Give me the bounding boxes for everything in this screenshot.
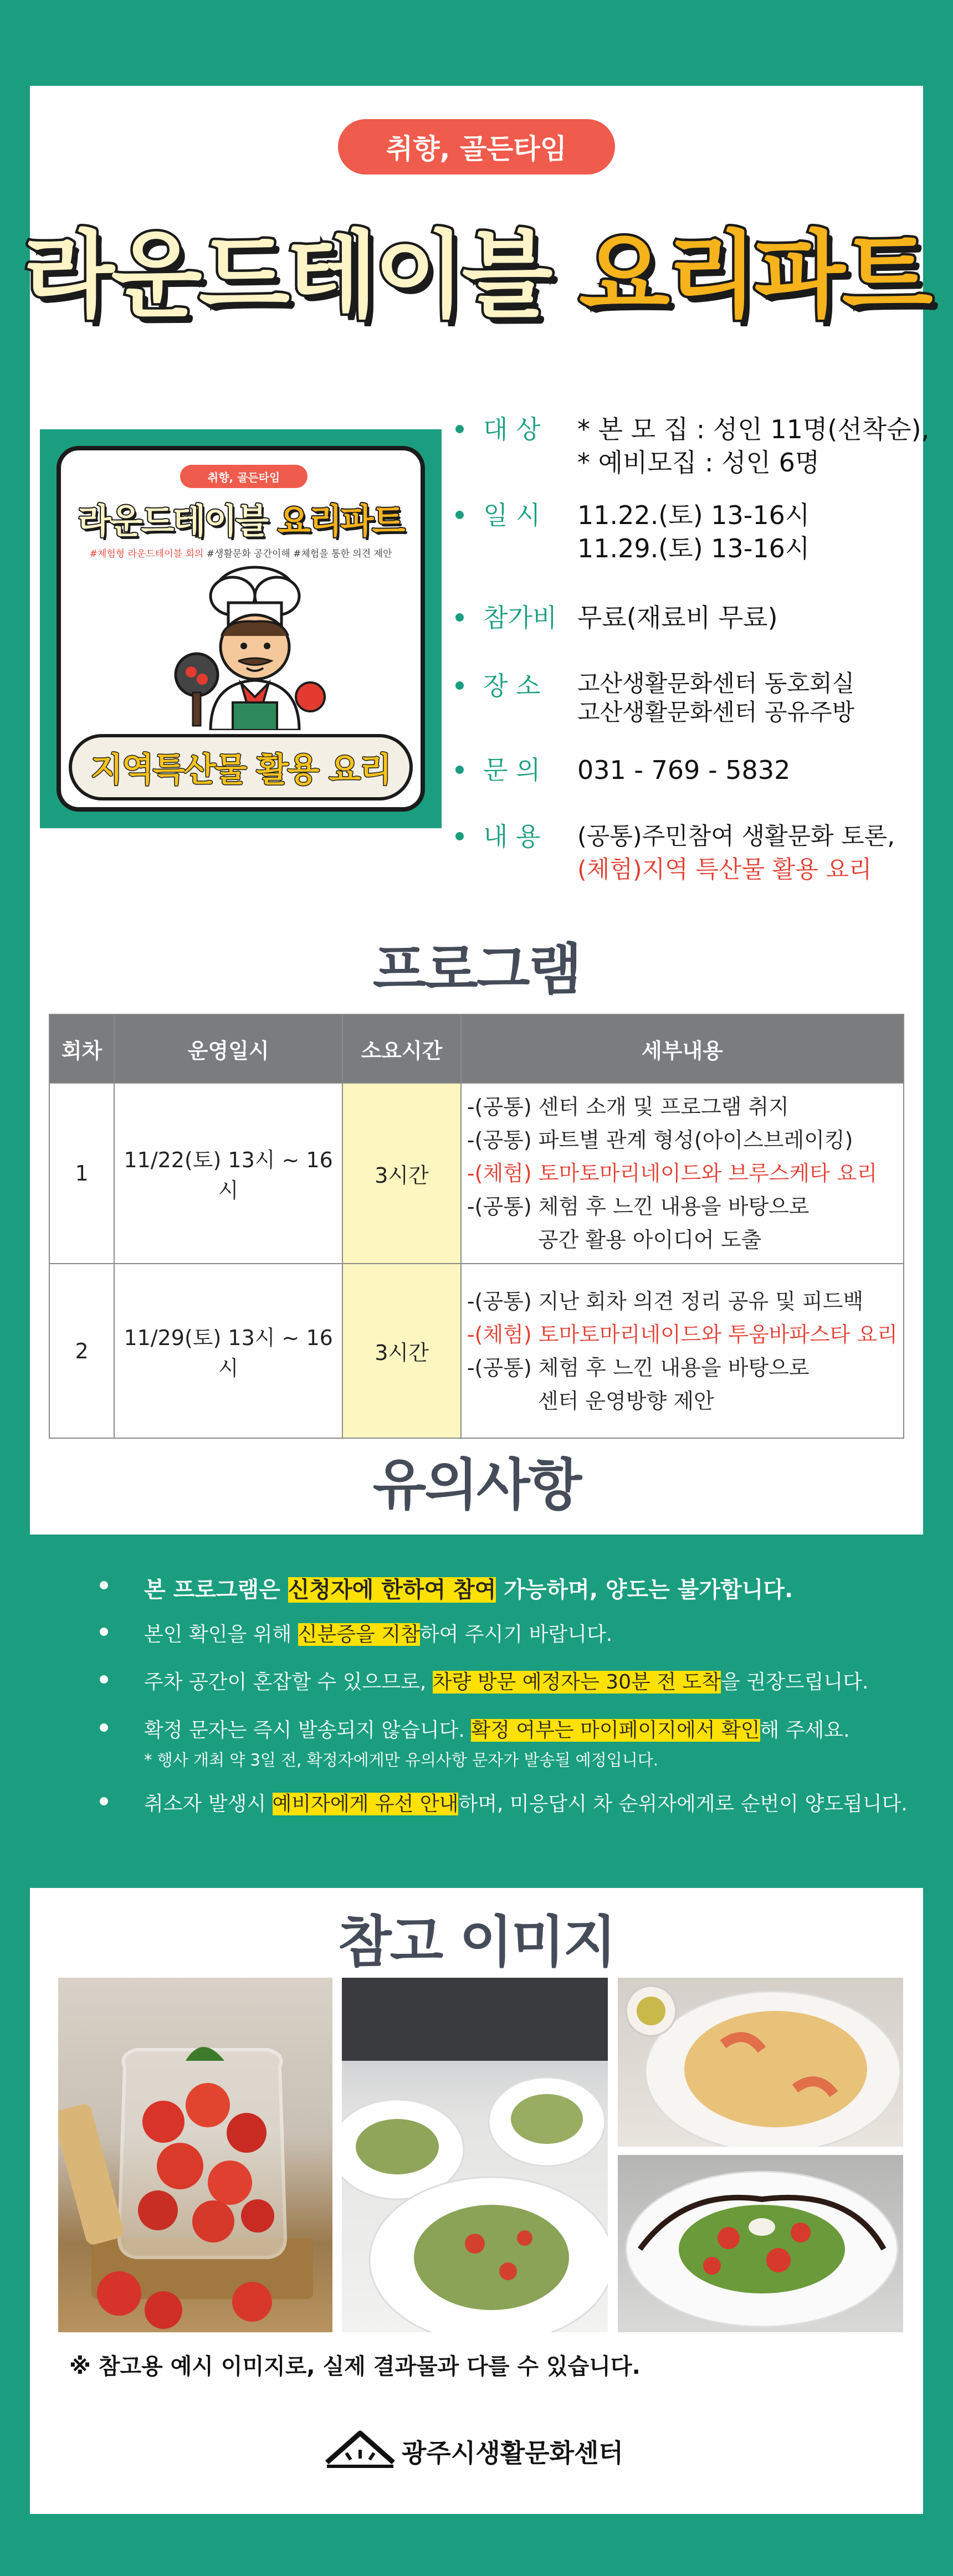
detail-line: -(공통) 체험 후 느낀 내용을 바탕으로: [467, 1355, 809, 1380]
notice-text: 하며, 미응답시 차 순위자에게로 순번이 양도됩니다.: [458, 1793, 908, 1815]
pesto-pasta-image: [342, 1978, 608, 2332]
session-datetime: 11/22(토) 13시 ~ 16시: [114, 1083, 342, 1264]
footer-org-name: 광주시생활문화센터: [402, 2438, 623, 2468]
session-number: 1: [49, 1083, 114, 1264]
table-header-row: [49, 1014, 904, 1083]
bullet-icon: [455, 832, 464, 840]
info-value: [577, 669, 854, 727]
arugula-salad-image: [618, 2155, 903, 2332]
poster-tag-2: #생활문화 공간이해 #체험을 통한 의견 제안: [206, 548, 392, 560]
column-header: 세부내용: [461, 1014, 904, 1083]
bullet-icon: [455, 425, 464, 433]
title-part2: 요리파트: [578, 221, 930, 331]
chef-illustration: [144, 564, 344, 730]
info-label: 대 상: [483, 414, 541, 444]
reference-title: 참고 이미지: [338, 1910, 615, 1974]
bullet-icon: [455, 613, 464, 622]
session-hours: 3시간: [342, 1083, 461, 1264]
info-line: (체험)지역 특산물 활용 요리: [577, 856, 872, 884]
notice-text: 본인 확인을 위해: [144, 1623, 298, 1646]
notice-text: 취소자 발생시: [144, 1793, 273, 1815]
center-logo-icon: [324, 2426, 396, 2471]
poster-title-part1: 라운드테이블: [78, 501, 268, 541]
notice-text: 주차 공간이 혼잡할 수 있으므로,: [144, 1671, 433, 1694]
table-row: [49, 1083, 904, 1264]
reference-caption: ※ 참고용 예시 이미지로, 실제 결과물과 다를 수 있습니다.: [69, 2354, 641, 2379]
info-line: * 예비모집 : 성인 6명: [577, 448, 820, 478]
info-line: 031 - 769 - 5832: [577, 755, 791, 785]
session-hours: 3시간: [342, 1264, 461, 1438]
info-line: 고산생활문화센터 공유주방: [577, 699, 855, 726]
info-line: 무료(재료비 무료): [577, 603, 778, 633]
notice-text: 하여 주시기 바랍니다.: [419, 1623, 613, 1646]
bullet-icon: [100, 1797, 108, 1805]
marinated-tomato-image: [58, 1978, 332, 2332]
salad-illustration: [618, 2155, 903, 2332]
detail-line: 센터 운영방향 제안: [537, 1388, 714, 1413]
table-row: [49, 1264, 904, 1438]
jar-illustration: [58, 1978, 332, 2332]
info-label: 일 시: [483, 500, 541, 530]
notice-text: 가능하며, 양도는 불가합니다.: [496, 1577, 793, 1603]
pasta-illustration: [342, 1978, 608, 2332]
footer-logo: [324, 2426, 634, 2471]
detail-line: -(공통) 체험 후 느낀 내용을 바탕으로: [467, 1194, 809, 1219]
bullet-icon: [100, 1675, 108, 1684]
info-value: [577, 753, 790, 787]
poster-banner: 지역특산물 활용 요리: [69, 734, 413, 800]
bullet-icon: [100, 1628, 108, 1636]
notice-text: 확정 문자는 즉시 발송되지 않습니다.: [144, 1719, 472, 1742]
info-label: 문 의: [483, 755, 541, 785]
info-line: 고산생활문화센터 동호회실: [577, 670, 855, 697]
header-badge: 취향, 골든타임: [338, 119, 615, 175]
bullet-icon: [455, 511, 464, 519]
column-header: 운영일시: [114, 1014, 342, 1083]
notice-subnote: * 행사 개최 약 3일 전, 확정자에게만 유의사항 문자가 발송될 예정입니다.: [144, 1751, 658, 1769]
shrimp-pasta-image: [618, 1978, 903, 2147]
program-table: [49, 1014, 904, 1439]
detail-line: 공간 활용 아이디어 도출: [537, 1228, 762, 1252]
info-value: [577, 601, 778, 634]
info-value: [577, 413, 929, 479]
detail-line: -(공통) 지난 회차 의견 정리 공유 및 피드백: [467, 1289, 864, 1313]
poster-image: [40, 429, 442, 828]
info-label: 내 용: [483, 822, 541, 851]
detail-line: -(공통) 파트별 관계 형성(아이스브레이킹): [467, 1128, 853, 1152]
column-header: 소요시간: [342, 1014, 461, 1083]
notice-text: 해 주세요.: [760, 1719, 850, 1742]
poster-badge: 취향, 골든타임: [180, 465, 308, 488]
bullet-icon: [100, 1581, 108, 1589]
info-label: 참가비: [483, 603, 557, 633]
session-details: [461, 1264, 904, 1438]
shrimp-pasta-illustration: [618, 1978, 903, 2147]
bullet-icon: [455, 766, 464, 774]
session-number: 2: [49, 1264, 114, 1438]
poster-tags: [61, 546, 421, 560]
bullet-icon: [100, 1723, 108, 1732]
title-part1: 라운드테이블: [23, 221, 550, 331]
bullet-icon: [455, 681, 464, 690]
detail-line: -(공통) 센터 소개 및 프로그램 취지: [467, 1095, 789, 1119]
notice-highlight: 신분증을 지참: [298, 1623, 420, 1646]
info-value: [577, 499, 809, 565]
session-datetime: 11/29(토) 13시 ~ 16시: [114, 1264, 342, 1438]
notices-title: 유의사항: [372, 1453, 581, 1517]
info-value: [577, 820, 895, 886]
column-header: 회차: [49, 1014, 114, 1083]
page-title: [0, 199, 953, 335]
notice-text: 을 권장드립니다.: [721, 1671, 869, 1694]
notice-text: 본 프로그램은: [144, 1577, 288, 1603]
session-details: [461, 1083, 904, 1264]
notice-highlight: 예비자에게 유선 안내: [272, 1793, 459, 1815]
info-label: 장 소: [483, 671, 541, 701]
info-line: 11.29.(토) 13-16시: [577, 533, 810, 563]
notice-highlight: 확정 여부는 마이페이지에서 확인: [471, 1719, 760, 1742]
notice-highlight: 신청자에 한하여 참여: [288, 1577, 496, 1603]
notice-highlight: 차량 방문 예정자는 30분 전 도착: [432, 1671, 721, 1694]
detail-line: -(체험) 토마토마리네이드와 투움바파스타 요리: [467, 1322, 898, 1347]
info-line: (공통)주민참여 생활문화 토론,: [577, 823, 895, 850]
info-line: * 본 모 집 : 성인 11명(선착순),: [577, 414, 930, 444]
detail-line: -(체험) 토마토마리네이드와 브루스케타 요리: [467, 1161, 878, 1186]
poster-title-part2: 요리파트: [277, 501, 404, 541]
program-title: 프로그램: [372, 937, 581, 1002]
poster-frame: [57, 446, 425, 812]
info-line: 11.22.(토) 13-16시: [577, 500, 810, 530]
poster-tag-1: #체험형 라운드테이블 회의: [89, 548, 204, 560]
poster-title: [61, 494, 421, 543]
